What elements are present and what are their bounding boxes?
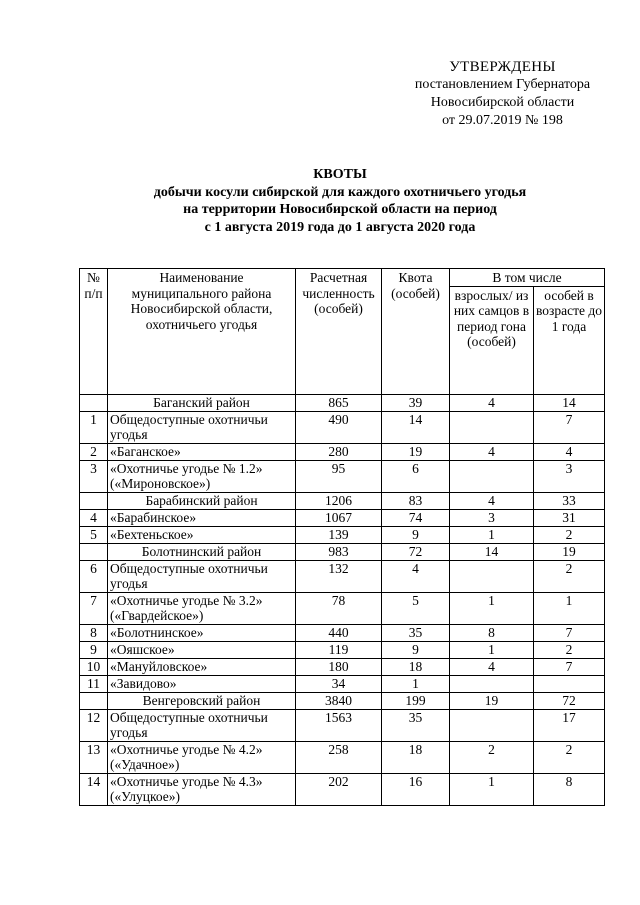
row-adult-males: 1 — [450, 592, 534, 624]
row-quota: 1 — [382, 675, 450, 692]
district-row — [80, 492, 605, 509]
row-number: 11 — [80, 675, 108, 692]
row-name: «Барабинское» — [108, 509, 296, 526]
table-row — [80, 411, 605, 443]
heading-line-4: с 1 августа 2019 года до 1 августа 2020 года — [204, 219, 476, 235]
approval-title: УТВЕРЖДЕНЫ — [449, 59, 556, 75]
row-young: 3 — [534, 460, 605, 492]
row-young: 1 — [534, 592, 605, 624]
row-name: «Бехтеньское» — [108, 526, 296, 543]
row-population: 280 — [296, 443, 382, 460]
row-quota: 18 — [382, 741, 450, 773]
row-young: 4 — [534, 443, 605, 460]
row-number: 2 — [80, 443, 108, 460]
table-row — [80, 675, 605, 692]
table-row — [80, 624, 605, 641]
row-adult-males: 19 — [450, 692, 534, 709]
row-adult-males — [450, 675, 534, 692]
row-quota: 35 — [382, 624, 450, 641]
table-row — [80, 658, 605, 675]
row-young: 2 — [534, 526, 605, 543]
row-population: 202 — [296, 773, 382, 805]
row-adult-males: 8 — [450, 624, 534, 641]
row-population: 132 — [296, 560, 382, 592]
row-adult-males: 4 — [450, 492, 534, 509]
header-quota: Квота (особей) — [382, 269, 450, 395]
quota-table — [79, 268, 605, 806]
row-young: 2 — [534, 741, 605, 773]
row-name: «Охотничье угодье № 1.2» («Мироновское») — [108, 460, 296, 492]
row-number: 14 — [80, 773, 108, 805]
approval-line-2: постановлением Губернатора — [414, 77, 591, 92]
document-title: КВОТЫ — [313, 167, 367, 182]
table-row — [80, 560, 605, 592]
row-population: 983 — [296, 543, 382, 560]
row-number: 6 — [80, 560, 108, 592]
row-number: 1 — [80, 411, 108, 443]
row-young: 31 — [534, 509, 605, 526]
row-young: 7 — [534, 658, 605, 675]
row-name: Баганский район — [108, 394, 296, 411]
approval-block — [395, 58, 610, 130]
row-quota: 199 — [382, 692, 450, 709]
row-adult-males: 4 — [450, 658, 534, 675]
row-young: 72 — [534, 692, 605, 709]
row-adult-males: 1 — [450, 773, 534, 805]
row-quota: 9 — [382, 641, 450, 658]
table-row — [80, 773, 605, 805]
row-young: 2 — [534, 641, 605, 658]
table-row — [80, 526, 605, 543]
row-name: «Охотничье угодье № 3.2» («Гвардейское») — [108, 592, 296, 624]
row-quota: 14 — [382, 411, 450, 443]
header-name: Наименование муниципального района Новосибирской области, охотничьего угодья — [108, 269, 296, 395]
table-row — [80, 741, 605, 773]
table-row — [80, 592, 605, 624]
row-quota: 16 — [382, 773, 450, 805]
row-adult-males: 2 — [450, 741, 534, 773]
row-name: Барабинский район — [108, 492, 296, 509]
district-row — [80, 692, 605, 709]
document-heading — [60, 166, 620, 236]
row-adult-males — [450, 560, 534, 592]
row-name: Общедоступные охотничьи угодья — [108, 709, 296, 741]
row-population: 1067 — [296, 509, 382, 526]
row-number: 8 — [80, 624, 108, 641]
row-number: 9 — [80, 641, 108, 658]
table-row — [80, 709, 605, 741]
row-adult-males — [450, 460, 534, 492]
row-number: 7 — [80, 592, 108, 624]
heading-line-3: на территории Новосибирской области на период — [183, 202, 497, 217]
row-population: 440 — [296, 624, 382, 641]
row-adult-males: 3 — [450, 509, 534, 526]
row-name: «Завидово» — [108, 675, 296, 692]
row-young: 8 — [534, 773, 605, 805]
row-number: 4 — [80, 509, 108, 526]
row-population: 139 — [296, 526, 382, 543]
row-young: 17 — [534, 709, 605, 741]
row-population: 490 — [296, 411, 382, 443]
row-young: 33 — [534, 492, 605, 509]
header-num: № п/п — [80, 269, 108, 395]
header-including: В том числе — [450, 269, 605, 287]
row-young — [534, 675, 605, 692]
row-population: 119 — [296, 641, 382, 658]
row-adult-males — [450, 411, 534, 443]
row-population: 3840 — [296, 692, 382, 709]
quota-table-body — [80, 394, 605, 805]
row-young: 7 — [534, 411, 605, 443]
row-adult-males — [450, 709, 534, 741]
row-adult-males: 1 — [450, 526, 534, 543]
table-row — [80, 641, 605, 658]
row-quota: 83 — [382, 492, 450, 509]
row-young: 14 — [534, 394, 605, 411]
row-young: 2 — [534, 560, 605, 592]
row-number: 13 — [80, 741, 108, 773]
row-quota: 39 — [382, 394, 450, 411]
row-number — [80, 692, 108, 709]
row-quota: 9 — [382, 526, 450, 543]
header-population: Расчетная численность (особей) — [296, 269, 382, 395]
row-name: «Мануйловское» — [108, 658, 296, 675]
district-row — [80, 394, 605, 411]
row-adult-males: 4 — [450, 443, 534, 460]
row-quota: 19 — [382, 443, 450, 460]
table-row — [80, 460, 605, 492]
row-quota: 74 — [382, 509, 450, 526]
row-quota: 6 — [382, 460, 450, 492]
row-name: «Болотнинское» — [108, 624, 296, 641]
row-name: «Баганское» — [108, 443, 296, 460]
row-number — [80, 543, 108, 560]
row-name: Венгеровский район — [108, 692, 296, 709]
row-population: 180 — [296, 658, 382, 675]
row-name: Общедоступные охотничьи угодья — [108, 560, 296, 592]
row-name: «Ояшское» — [108, 641, 296, 658]
row-population: 1563 — [296, 709, 382, 741]
row-number: 3 — [80, 460, 108, 492]
row-name: «Охотничье угодье № 4.3» («Улуцкое») — [108, 773, 296, 805]
row-adult-males: 14 — [450, 543, 534, 560]
table-row — [80, 509, 605, 526]
row-name: Болотнинский район — [108, 543, 296, 560]
row-number — [80, 394, 108, 411]
approval-date: от 29.07.2019 № 198 — [442, 113, 563, 128]
row-population: 95 — [296, 460, 382, 492]
row-adult-males: 4 — [450, 394, 534, 411]
heading-line-2: добычи косули сибирской для каждого охотничьего угодья — [153, 184, 527, 200]
row-young: 19 — [534, 543, 605, 560]
row-name: «Охотничье угодье № 4.2» («Удачное») — [108, 741, 296, 773]
row-quota: 35 — [382, 709, 450, 741]
quota-table-header — [80, 269, 605, 395]
row-young: 7 — [534, 624, 605, 641]
row-population: 78 — [296, 592, 382, 624]
row-number: 10 — [80, 658, 108, 675]
header-adult-males: взрослых/ из них самцов в период гона (особей) — [450, 286, 534, 394]
row-population: 34 — [296, 675, 382, 692]
table-row — [80, 443, 605, 460]
row-quota: 4 — [382, 560, 450, 592]
row-population: 1206 — [296, 492, 382, 509]
district-row — [80, 543, 605, 560]
row-adult-males: 1 — [450, 641, 534, 658]
approval-line-3: Новосибирской области — [430, 95, 575, 110]
row-quota: 18 — [382, 658, 450, 675]
row-population: 865 — [296, 394, 382, 411]
row-name: Общедоступные охотничьи угодья — [108, 411, 296, 443]
row-population: 258 — [296, 741, 382, 773]
row-number — [80, 492, 108, 509]
row-number: 5 — [80, 526, 108, 543]
row-quota: 72 — [382, 543, 450, 560]
row-number: 12 — [80, 709, 108, 741]
row-quota: 5 — [382, 592, 450, 624]
header-young: особей в возрасте до 1 года — [534, 286, 605, 394]
